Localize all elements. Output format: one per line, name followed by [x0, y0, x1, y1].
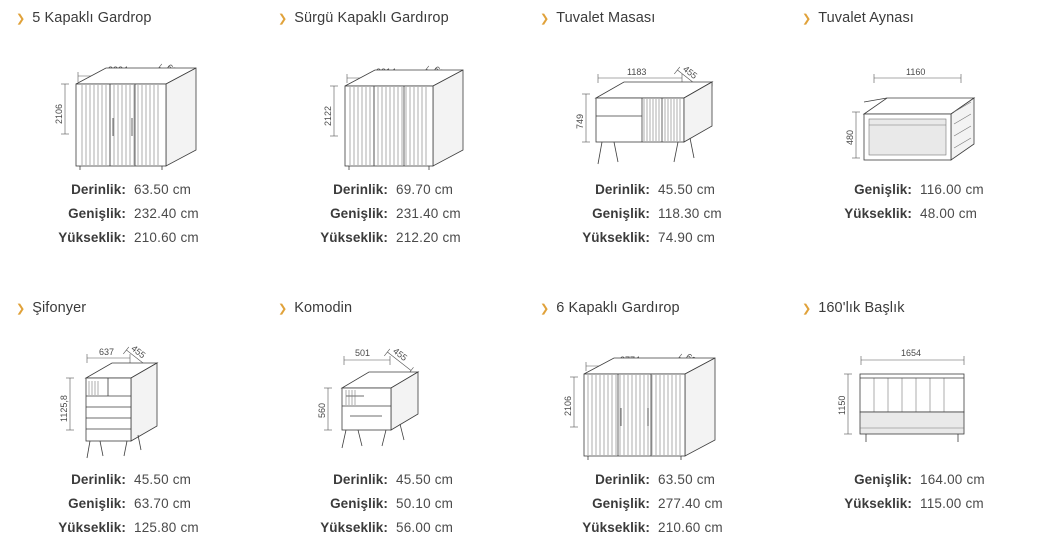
spec-row — [540, 496, 776, 511]
spec-label: Yükseklik: — [582, 520, 650, 535]
spec-label: Derinlik: — [333, 472, 388, 487]
spec-label: Yükseklik: — [58, 520, 126, 535]
card-title: 160'lık Başlık — [818, 300, 905, 316]
spec-row — [802, 206, 1038, 221]
spec-row — [278, 520, 514, 535]
spec-row — [540, 182, 776, 197]
spec-row — [540, 230, 776, 245]
spec-label: Derinlik: — [71, 472, 126, 487]
spec-row — [802, 472, 1038, 487]
spec-label: Yükseklik: — [582, 230, 650, 245]
spec-label: Yükseklik: — [58, 230, 126, 245]
spec-label: Yükseklik: — [320, 520, 388, 535]
spec-row — [16, 472, 252, 487]
spec-label: Genişlik: — [854, 472, 912, 487]
card-header[interactable] — [278, 10, 514, 26]
product-card-160lik-baslik[interactable] — [786, 290, 1048, 551]
spec-list — [802, 472, 1038, 511]
svg-text:2106: 2106 — [54, 103, 64, 124]
spec-label: Genişlik: — [330, 206, 388, 221]
spec-row — [16, 206, 252, 221]
spec-label: Genişlik: — [330, 496, 388, 511]
chevron-right-icon: ❯ — [540, 12, 550, 25]
spec-list — [540, 182, 776, 245]
spec-value: 125.80 cm — [134, 520, 199, 535]
card-header[interactable] — [802, 10, 1038, 26]
spec-label: Genişlik: — [68, 496, 126, 511]
product-card-sifonyer[interactable] — [0, 290, 262, 551]
spec-row — [802, 182, 1038, 197]
card-title: Komodin — [294, 300, 353, 316]
product-drawing — [272, 32, 514, 172]
chevron-right-icon: ❯ — [16, 302, 26, 315]
spec-label: Yükseklik: — [844, 206, 912, 221]
spec-value: 56.00 cm — [396, 520, 454, 535]
spec-label: Yükseklik: — [844, 496, 912, 511]
spec-row — [16, 496, 252, 511]
spec-value: 164.00 cm — [920, 472, 985, 487]
spec-row — [16, 520, 252, 535]
product-drawing — [10, 32, 252, 172]
spec-label: Derinlik: — [595, 472, 650, 487]
card-header[interactable] — [16, 300, 252, 316]
spec-value: 63.50 cm — [658, 472, 716, 487]
spec-value: 74.90 cm — [658, 230, 716, 245]
product-drawing — [534, 322, 776, 462]
card-title: Şifonyer — [32, 300, 87, 316]
spec-label: Derinlik: — [71, 182, 126, 197]
spec-value: 116.00 cm — [920, 182, 984, 197]
svg-text:2122: 2122 — [323, 105, 333, 126]
product-drawing — [796, 32, 1038, 172]
product-drawing — [10, 322, 252, 462]
product-drawing — [534, 32, 776, 172]
spec-value: 118.30 cm — [658, 206, 722, 221]
svg-text:749: 749 — [575, 113, 585, 129]
spec-value: 45.50 cm — [396, 472, 454, 487]
product-card-surgu-kapakli-gardirop[interactable] — [262, 0, 524, 290]
svg-text:455: 455 — [129, 343, 148, 361]
chevron-right-icon: ❯ — [540, 302, 550, 315]
spec-label: Derinlik: — [595, 182, 650, 197]
spec-value: 63.50 cm — [134, 182, 192, 197]
spec-list — [802, 182, 1038, 221]
card-title: Tuvalet Masası — [556, 10, 656, 26]
spec-row — [16, 182, 252, 197]
svg-text:2106: 2106 — [563, 395, 573, 416]
svg-text:1654: 1654 — [901, 348, 922, 358]
spec-row — [540, 206, 776, 221]
spec-value: 45.50 cm — [658, 182, 716, 197]
svg-text:1160: 1160 — [906, 67, 926, 77]
product-card-5-kapakli-gardrop[interactable] — [0, 0, 262, 290]
card-title: Sürgü Kapaklı Gardırop — [294, 10, 449, 26]
card-header[interactable] — [540, 10, 776, 26]
card-header[interactable] — [540, 300, 776, 316]
product-card-komodin[interactable] — [262, 290, 524, 551]
card-header[interactable] — [802, 300, 1038, 316]
spec-label: Genişlik: — [592, 206, 650, 221]
spec-label: Derinlik: — [333, 182, 388, 197]
spec-list — [16, 182, 252, 245]
chevron-right-icon: ❯ — [802, 302, 812, 315]
spec-list — [278, 182, 514, 245]
svg-text:637: 637 — [99, 347, 115, 357]
card-header[interactable] — [16, 10, 252, 26]
chevron-right-icon: ❯ — [278, 302, 288, 315]
svg-text:455: 455 — [391, 345, 410, 363]
svg-text:560: 560 — [317, 402, 327, 418]
spec-list — [16, 472, 252, 535]
spec-value: 115.00 cm — [920, 496, 984, 511]
spec-row — [540, 520, 776, 535]
spec-value: 63.70 cm — [134, 496, 192, 511]
product-card-tuvalet-masasi[interactable] — [524, 0, 786, 290]
spec-list — [540, 472, 776, 535]
svg-text:455: 455 — [681, 63, 700, 81]
spec-label: Genişlik: — [68, 206, 126, 221]
chevron-right-icon: ❯ — [278, 12, 288, 25]
card-title: Tuvalet Aynası — [818, 10, 914, 26]
product-card-tuvalet-aynasi[interactable] — [786, 0, 1048, 290]
spec-row — [802, 496, 1038, 511]
spec-value: 69.70 cm — [396, 182, 454, 197]
spec-row — [278, 496, 514, 511]
svg-text:1183: 1183 — [627, 67, 647, 77]
chevron-right-icon: ❯ — [802, 12, 812, 25]
spec-row — [540, 472, 776, 487]
spec-row — [278, 206, 514, 221]
spec-value: 45.50 cm — [134, 472, 192, 487]
svg-text:1150: 1150 — [837, 395, 847, 415]
product-card-6-kapakli-gardirop[interactable] — [524, 290, 786, 551]
spec-value: 231.40 cm — [396, 206, 461, 221]
product-drawing — [272, 322, 514, 462]
spec-value: 50.10 cm — [396, 496, 454, 511]
spec-label: Yükseklik: — [320, 230, 388, 245]
spec-value: 277.40 cm — [658, 496, 723, 511]
svg-text:501: 501 — [355, 348, 371, 358]
spec-list — [278, 472, 514, 535]
card-title: 5 Kapaklı Gardrop — [32, 10, 152, 26]
spec-row — [16, 230, 252, 245]
svg-text:480: 480 — [845, 129, 855, 145]
spec-value: 212.20 cm — [396, 230, 461, 245]
spec-label: Genişlik: — [592, 496, 650, 511]
spec-value: 210.60 cm — [134, 230, 199, 245]
spec-value: 48.00 cm — [920, 206, 978, 221]
spec-row — [278, 472, 514, 487]
chevron-right-icon: ❯ — [16, 12, 26, 25]
spec-row — [278, 182, 514, 197]
spec-value: 232.40 cm — [134, 206, 199, 221]
product-drawing — [796, 322, 1038, 462]
card-title: 6 Kapaklı Gardırop — [556, 300, 680, 316]
svg-text:1125,8: 1125,8 — [59, 395, 69, 422]
spec-label: Genişlik: — [854, 182, 912, 197]
spec-row — [278, 230, 514, 245]
card-header[interactable] — [278, 300, 514, 316]
spec-value: 210.60 cm — [658, 520, 723, 535]
